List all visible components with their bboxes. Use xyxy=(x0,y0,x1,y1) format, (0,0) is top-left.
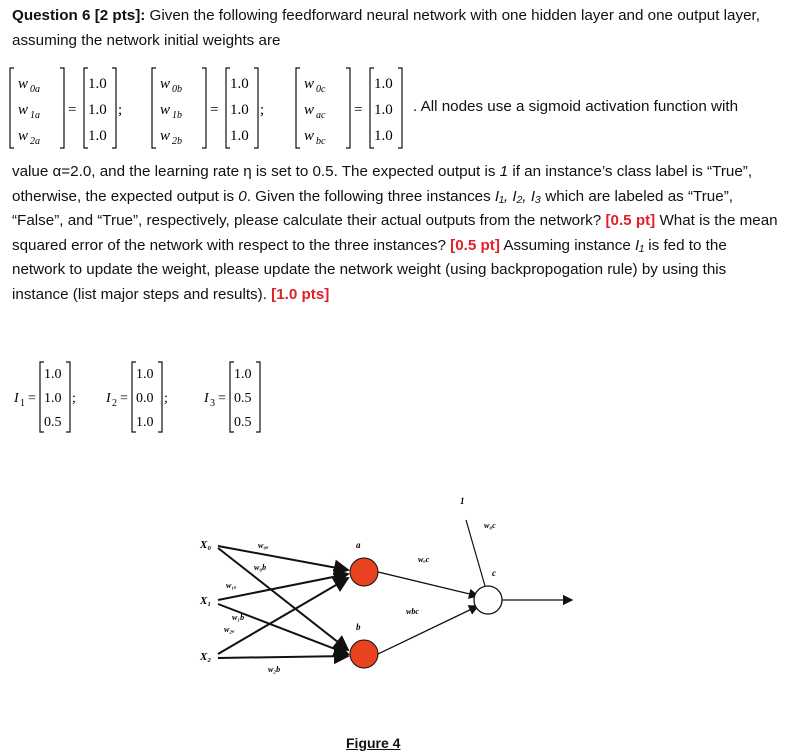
w0c-edge-label: w₀c xyxy=(484,521,496,530)
input-x0-label: X₀ xyxy=(200,539,212,551)
w0c-value: 1.0 xyxy=(374,76,393,92)
w2b-sub: 2b xyxy=(172,136,182,147)
body-text-2: What is the mean squared error of the network with respect to the three instances? xyxy=(12,212,778,254)
svg-text:=: = xyxy=(120,391,128,406)
w2a-sub: 2a xyxy=(30,136,40,147)
body-text-1d: which are labeled as “True”, “False”, and “True”, respectively, please calculate their actual outputs from the network? xyxy=(12,187,733,229)
instance-i1: I₁ xyxy=(635,236,645,254)
edge-a-c xyxy=(378,572,478,596)
w1a-edge-label: w₁ₐ xyxy=(226,581,237,590)
w1b-edge-label: w₁b xyxy=(232,613,245,622)
body-text-1c: . Given the following three instances xyxy=(246,187,495,205)
body-text-1: value α=2.0, and the learning rate η is set to 0.5. The expected output is xyxy=(12,163,500,180)
svg-text:;: ; xyxy=(118,102,123,118)
question-intro xyxy=(12,4,782,53)
weight-vector-c xyxy=(296,68,402,148)
svg-text:=: = xyxy=(28,391,36,406)
instance-1-sub: 1 xyxy=(20,398,25,409)
points-badge-3: [1.0 pts] xyxy=(271,285,330,303)
weight-vector-b xyxy=(152,68,264,148)
w0a-value: 1.0 xyxy=(88,76,107,92)
instance-3-value-0: 1.0 xyxy=(234,367,252,382)
instance-2-value-2: 1.0 xyxy=(136,415,154,430)
edge-x1-a xyxy=(218,574,348,600)
hidden-node-b xyxy=(350,640,378,668)
instance-i3-vector xyxy=(203,362,260,432)
expected-true-value: 1 xyxy=(499,163,509,180)
instance-2-sep: ; xyxy=(164,391,168,406)
w2b-value: 1.0 xyxy=(230,128,249,144)
question-title: Question 6 [2 pts]: xyxy=(12,7,146,24)
points-badge-2: [0.5 pt] xyxy=(450,236,500,254)
wbc-label: w xyxy=(304,128,315,144)
instance-1-label: I xyxy=(14,391,19,406)
instance-2-value-1: 0.0 xyxy=(136,391,154,406)
svg-text:=: = xyxy=(354,102,363,118)
figure-caption: Figure 4 xyxy=(346,735,401,751)
w0c-label: w xyxy=(304,76,315,92)
input-x1-label: X₁ xyxy=(200,595,212,607)
question-body xyxy=(12,160,782,307)
wac-label: w xyxy=(304,102,315,118)
question-intro-text: Given the following feedforward neural network with one hidden layer and one output layer, assuming the network initial weights are xyxy=(12,7,760,49)
w0b-value: 1.0 xyxy=(230,76,249,92)
svg-text:=: = xyxy=(68,102,77,118)
hidden-node-a xyxy=(350,558,378,586)
w1a-label: w xyxy=(18,102,29,118)
instance-2-value-0: 1.0 xyxy=(136,367,154,382)
body-text-3: Assuming instance xyxy=(499,236,636,254)
svg-text:=: = xyxy=(218,391,226,406)
wbc-sub: bc xyxy=(316,136,326,147)
edge-bias-c xyxy=(466,520,485,586)
body-text-3b: is fed to the network to update the weight, please update the network weight (using backpropogation rule) by using this instance (list major steps and results). xyxy=(12,236,727,303)
edge-x0-a xyxy=(218,546,348,570)
w2a-value: 1.0 xyxy=(88,128,107,144)
edge-b-c xyxy=(378,606,478,654)
wbc-edge-label: wbc xyxy=(406,607,419,616)
instance-3-label: I xyxy=(204,391,209,406)
weight-matrices xyxy=(8,62,788,158)
w1a-value: 1.0 xyxy=(88,102,107,118)
output-node-c xyxy=(474,586,502,614)
instance-3-value-2: 0.5 xyxy=(234,415,252,430)
body-text-1b: if an instance’s class label is “True”, otherwise, the expected output is xyxy=(12,163,753,205)
node-b-label: b xyxy=(356,622,361,632)
instance-1-value-2: 0.5 xyxy=(44,415,62,430)
w0b-label: w xyxy=(160,76,171,92)
w2a-label: w xyxy=(18,128,29,144)
instance-list: I₁, I₂, I₃ xyxy=(494,187,542,205)
instance-1-value-0: 1.0 xyxy=(44,367,62,382)
wac-sub: ac xyxy=(316,110,326,121)
instance-2-label: I xyxy=(106,391,111,406)
instance-1-sep: ; xyxy=(72,391,76,406)
w0c-sub: 0c xyxy=(316,84,326,95)
w1a-sub: 1a xyxy=(30,110,40,121)
weight-vectors xyxy=(8,62,408,158)
wac-edge-label: wₐc xyxy=(418,555,430,564)
weight-vector-a xyxy=(10,68,122,148)
weights-tail-text: . All nodes use a sigmoid activation function with xyxy=(413,98,739,115)
node-c-label: c xyxy=(492,568,496,578)
w1b-sub: 1b xyxy=(172,110,182,121)
edge-x1-b xyxy=(218,604,348,654)
edge-x2-b xyxy=(218,656,348,658)
edge-x0-b xyxy=(218,548,348,650)
instance-3-value-1: 0.5 xyxy=(234,391,252,406)
w0b-edge-label: w₀b xyxy=(254,563,267,572)
w0a-edge-label: w₀ₐ xyxy=(258,541,269,550)
points-badge-1: [0.5 pt] xyxy=(605,212,656,229)
bias-label: 1 xyxy=(460,496,465,506)
wbc-value: 1.0 xyxy=(374,128,393,144)
input-x2-label: X₂ xyxy=(200,651,212,663)
svg-text:=: = xyxy=(210,102,219,118)
w2a-edge-label: w₂ₐ xyxy=(224,625,235,634)
instance-i2-vector xyxy=(105,362,168,432)
instance-vectors xyxy=(12,358,312,438)
w0a-label: w xyxy=(18,76,29,92)
network-diagram xyxy=(180,490,600,730)
svg-text:;: ; xyxy=(260,102,265,118)
w1b-value: 1.0 xyxy=(230,102,249,118)
wac-value: 1.0 xyxy=(374,102,393,118)
w2b-label: w xyxy=(160,128,171,144)
instance-i1-vector xyxy=(13,362,76,432)
node-a-label: a xyxy=(356,540,361,550)
instance-3-sub: 3 xyxy=(210,398,215,409)
instance-1-value-1: 1.0 xyxy=(44,391,62,406)
expected-false-value: 0 xyxy=(238,187,247,205)
w1b-label: w xyxy=(160,102,171,118)
w0a-sub: 0a xyxy=(30,84,40,95)
w2b-edge-label: w₂b xyxy=(268,665,281,674)
w0b-sub: 0b xyxy=(172,84,182,95)
instance-2-sub: 2 xyxy=(112,398,117,409)
